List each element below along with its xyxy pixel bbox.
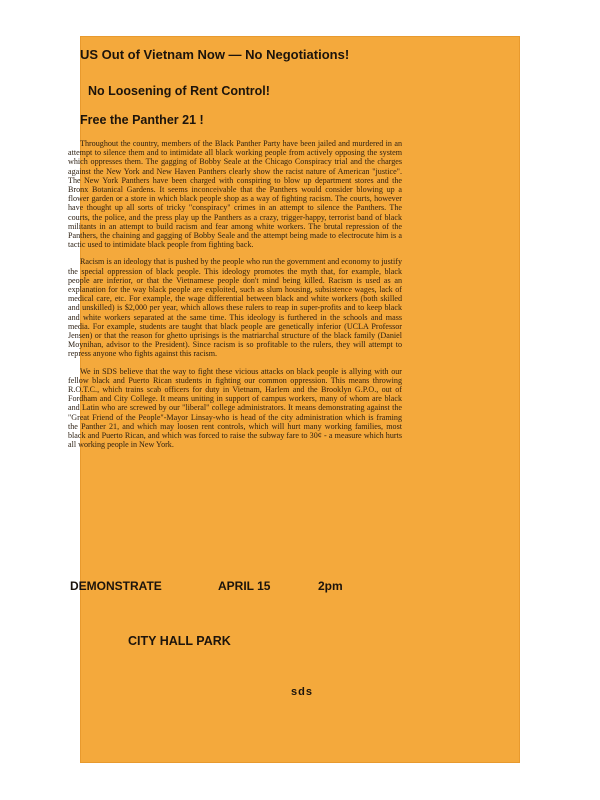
demonstration-time: 2pm	[318, 579, 343, 593]
headline-rent-control: No Loosening of Rent Control!	[88, 84, 270, 98]
poster-body	[68, 139, 402, 458]
sds-signature: sds	[291, 686, 313, 698]
paragraph-sds-position: We in SDS believe that the way to fight these vicious attacks on black people is allying with our fellow black and Puerto Rican students in fighting our common oppression. This means throwing R.O.T.C., which trains scab officers for duty in Vietnam, Harlem and the Brooklyn G.P.O., out of Fordham and City College. It means uniting in support of campus workers, many of whom are black and Latin who are screwed by our "liberal" college administrators. It means demonstrating against the "Great Friend of the People"-Mayor Linsay-who is head of the city administration which is framing the Panther 21, and which may loosen rent controls, which will hurt many working families, most black and Puerto Rican, and which was forced to raise the subway fare to 30¢ - a measure which hurts all working people in New York.	[68, 366, 402, 450]
headline-vietnam: US Out of Vietnam Now — No Negotiations!	[80, 47, 350, 62]
demonstrate-call: DEMONSTRATE	[70, 579, 162, 593]
demonstration-location: CITY HALL PARK	[128, 634, 231, 648]
paragraph-racism-ideology: Racism is an ideology that is pushed by the people who run the government and economy to justify the special oppression of black people. This ideology promotes the myth that, for example, black people are inferior, or that the Vietnamese people don't mind being killed. Racism is used as an explanation for the way black people are exploited, such as slum housing, subsistence wages, lack of medical care, etc. For example, the wage differential between black and white workers (both skilled and unskilled) is $2,000 per year, which allows these rulers to reap in super-profits and to keep black and white workers separated at the same time. This ideology is furthered in the schools and mass media. For example, students are taught that black people are genetically inferior (UCLA Professor Jensen) or that the reason for ghetto uprisings is the matriarchal structure of the black family (Daniel Moynihan, advisor to the President). Since racism is so profitable to the rulers, they will attempt to repress anyone who fights against this racism.	[68, 257, 402, 359]
paragraph-panther-repression: Throughout the country, members of the Black Panther Party have been jailed and murdered in an attempt to silence them and to intimidate all black working people from actively opposing the system which oppresses them. The gagging of Bobby Seale at the Chicago Conspiracy trial and the charges against the New York and New Haven Panthers clearly show the racist nature of American "justice". The New York Panthers have been charged with conspiring to blow up department stores and the Bronx Botanical Gardens. It seems inconceivable that the Panthers would consider blowing up a flower garden or a store in which black people shop as a way of fighting racism. The courts, however have thought up all sorts of tricky "conspiracy" crimes in an attempt to silence the Panthers. The courts, the police, and the press play up the Panthers as a crazy, trigger-happy, terrorist band of black militants in an attempt to build racism and fear among white workers. The brutal repression of the Panthers, the chaining and gagging of Bobby Seale and the attempt being made to electrocute him is a tactic used to intimidate black people from fighting back.	[68, 139, 402, 250]
demonstration-date: APRIL 15	[218, 579, 271, 593]
headline-panther-21: Free the Panther 21 !	[80, 113, 204, 127]
